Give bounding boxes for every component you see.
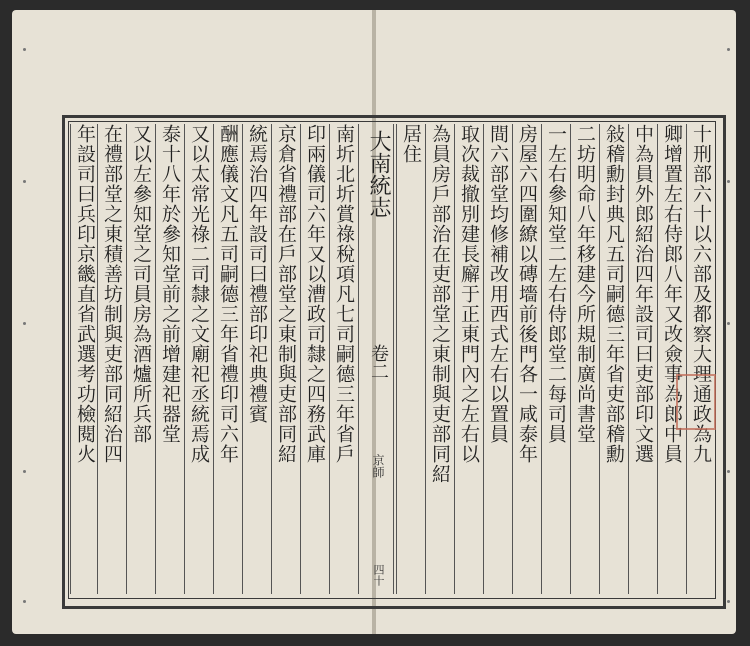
text-column: 二坊明命八年移建今所規制廣尚書堂 bbox=[570, 124, 600, 594]
text-column: 年設司曰兵印京畿直省武選考功檢閱火 bbox=[70, 124, 97, 594]
text-column: 卿增置左右侍郎八年又改僉事為郎中員 bbox=[657, 124, 687, 594]
text-column: 為員房戶部治在吏部堂之東制與吏部同紹 bbox=[425, 124, 455, 594]
text-column: 在禮部堂之東積善坊制與吏部同紹治四 bbox=[97, 124, 127, 594]
text-column: 房屋六四圍繚以磚墻前後門各一咸泰年 bbox=[512, 124, 542, 594]
text-column: 酬應儀文凡五司嗣德三年省禮印司六年 bbox=[213, 124, 243, 594]
binding-hole bbox=[23, 322, 26, 325]
volume-label: 卷二 bbox=[368, 344, 389, 380]
section-label: 京師 bbox=[371, 454, 385, 478]
text-column: 又以太常光祿二司隸之文廟祀丞統焉成 bbox=[184, 124, 214, 594]
binding-hole bbox=[727, 470, 730, 473]
text-column: 中為員外郎紹治四年設司曰吏部印文選 bbox=[628, 124, 658, 594]
text-column: 泰十八年於參知堂前之前增建祀器堂 bbox=[155, 124, 185, 594]
binding-hole bbox=[23, 600, 26, 603]
center-header-column bbox=[358, 124, 394, 594]
binding-hole bbox=[23, 48, 26, 51]
text-column: 居住 bbox=[396, 124, 426, 594]
text-column: 間六部堂均修補改用西式左右以置員 bbox=[483, 124, 513, 594]
binding-hole bbox=[727, 48, 730, 51]
text-column: 印兩儀司六年又以漕政司隸之四務武庫 bbox=[300, 124, 330, 594]
text-column: 敍稽勳封典凡五司嗣德三年省吏部稽勳 bbox=[599, 124, 629, 594]
binding-hole bbox=[23, 180, 26, 183]
text-column: 南圻北圻賞祿稅項凡七司嗣德三年省戶 bbox=[329, 124, 359, 594]
book-title: 大南統志 bbox=[366, 130, 391, 218]
text-column: 取次裁撤別建長廨于正東門內之左右以 bbox=[454, 124, 484, 594]
text-column: 又以左參知堂之司員房為酒爐所兵部 bbox=[126, 124, 156, 594]
text-column: 一左右參知堂二左右侍郎堂二每司員 bbox=[541, 124, 571, 594]
text-column: 統焉治四年設司曰禮部印祀典禮賓 bbox=[242, 124, 272, 594]
binding-hole bbox=[727, 600, 730, 603]
binding-hole bbox=[727, 322, 730, 325]
text-column: 京倉省禮部在戶部堂之東制與吏部同紹 bbox=[271, 124, 301, 594]
text-column: 十刑部六十以六部及都察大理通政為九 bbox=[686, 124, 716, 594]
page-number: 四十 bbox=[372, 564, 385, 586]
binding-hole bbox=[727, 180, 730, 183]
binding-hole bbox=[23, 470, 26, 473]
red-seal-stamp bbox=[676, 374, 716, 430]
